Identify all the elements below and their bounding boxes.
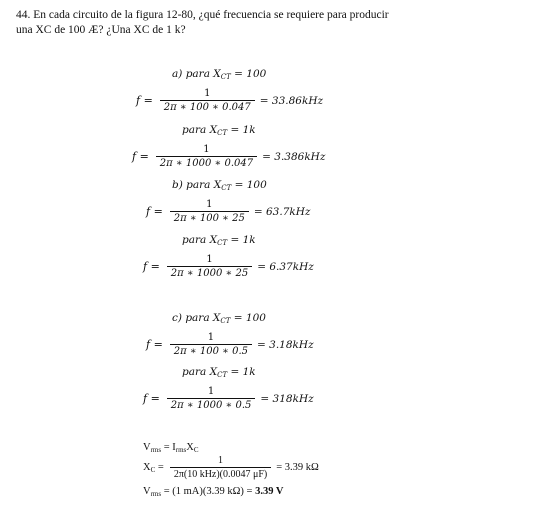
condition-c-100: c) para $X_{CT} = 100$ (172, 312, 266, 325)
bottom-line-vrms: $V_{rms} = I_{rms}X_C$ (143, 442, 199, 454)
fraction: $\frac{1}{2\pi ∗ 100 ∗ 0.5}$ (170, 332, 252, 357)
fraction: $\frac{1}{2\pi ∗ 1000 ∗ 25}$ (167, 254, 252, 279)
fraction: $\frac{1}{2\pi ∗ 100 ∗ 25}$ (170, 199, 249, 224)
equation-b-1k: f = $\frac{1}{2\pi ∗ 1000 ∗ 25}$ = 6.37kHz (143, 254, 314, 279)
fraction: $\frac{1}{2\pi ∗ 1000 ∗ 0.047}$ (156, 144, 257, 169)
question-text (16, 8, 536, 38)
condition-a-1k: para $X_{CT} = 1k$ (182, 124, 256, 137)
equation-c-1k: f = $\frac{1}{2\pi ∗ 1000 ∗ 0.5}$ = 318kHz (143, 386, 314, 411)
bottom-line-result: $V_{rms} = (1$ mA)(3.39 kΩ) = 3.39 V (143, 486, 284, 498)
fraction: $\frac{1}{2\pi ∗ 1000 ∗ 0.5}$ (167, 386, 256, 411)
equation-b-100: f = $\frac{1}{2\pi ∗ 100 ∗ 25}$ = 63.7kHz (146, 199, 311, 224)
equation-a-100: f = $\frac{1}{2\pi ∗ 100 ∗ 0.047}$ = 33.86kHz (136, 88, 324, 113)
fraction: $\frac{1}{2\pi ∗ 100 ∗ 0.047}$ (160, 88, 255, 113)
equation-a-1k: f = $\frac{1}{2\pi ∗ 1000 ∗ 0.047}$ = 3.386kHz (132, 144, 326, 169)
condition-b-1k: para $X_{CT} = 1k$ (182, 234, 256, 247)
condition-c-1k: para $X_{CT} = 1k$ (182, 366, 256, 379)
condition-a-100: a) para $X_{CT} = 100$ (172, 68, 267, 81)
question-line-1: 44. En cada circuito de la figura 12-80, ¿qué frecuencia se requiere para producir (16, 9, 389, 21)
equation-c-100: f = $\frac{1}{2\pi ∗ 100 ∗ 0.5}$ = 3.18kHz (146, 332, 314, 357)
bottom-line-xc: $X_C$ = $\frac{1}{\text{2π(10 kHz)(0.0047 μF)}}$ = 3.39 kΩ (143, 455, 319, 480)
question-line-2: una XC de 100 Æ? ¿Una XC de 1 k? (16, 24, 186, 36)
fraction: $\frac{1}{\text{2π(10 kHz)(0.0047 μF)}}$ (170, 455, 271, 480)
condition-b-100: b) para $X_{CT} = 100$ (172, 179, 267, 192)
